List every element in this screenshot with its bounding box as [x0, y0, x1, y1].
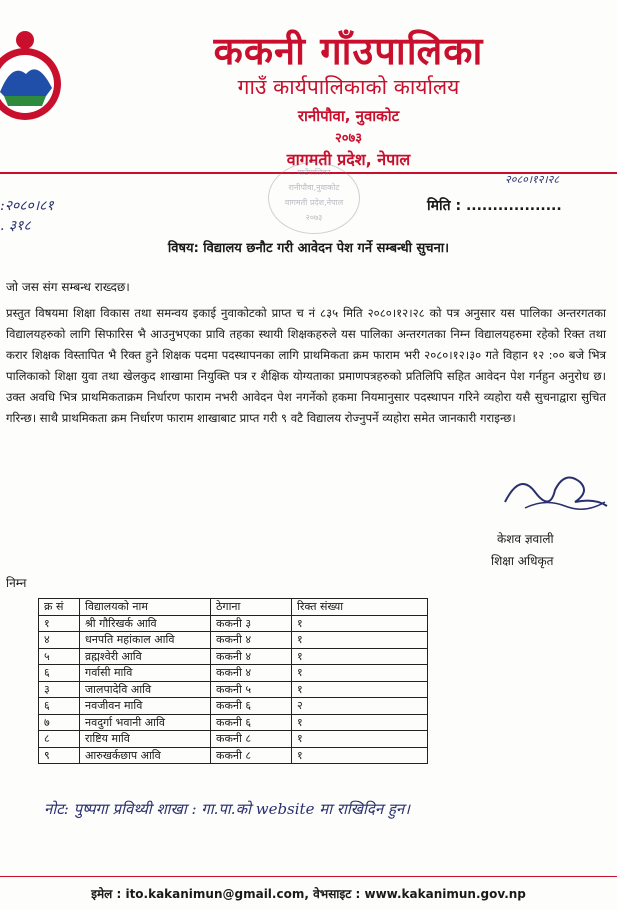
table-cell: १	[39, 615, 80, 632]
table-cell: ककनी ८	[211, 747, 292, 764]
table-cell: धनपति महांकाल आवि	[80, 632, 211, 649]
office-address: रानीपौवा, नुवाकोट	[297, 107, 400, 125]
table-cell: १	[292, 615, 428, 632]
signature-icon	[495, 462, 615, 522]
table-cell: व्रह्मश्वेरी आवि	[80, 648, 211, 665]
table-cell: ककनी ६	[211, 714, 292, 731]
column-header: रिक्त संख्या	[292, 599, 428, 616]
handwritten-date: २०८०।१२।२८	[505, 173, 560, 186]
notice-body: प्रस्तुत विषयमा शिक्षा विकास तथा समन्वय इकाई नुवाकोटको प्राप्त च नं ८३५ मिति २०८०।१२।२८ को पत्र अनुसार यस पालिका अन्तरगतका विद्यालयहरुको लागि सिफारिस भै आउनुभएका प्रावि तहका स्थायी शिक्षकहरुले यस पालिका अन्तरगतका निम्न विद्यालयहरुमा रहेको रिक्त तथा करार शिक्षक विस्तापित भै रिक्त हुने शिक्षक पदमा पदस्थापनका लागि प्राथमिकता क्रम फाराम भरी २०८०।१२।३० गते विहान १२ :०० बजे भित्र पालिकाको शिक्षा युवा तथा खेलकुद शाखामा नियुक्ति पत्र र शैक्षिक योग्यताका प्रमाणपत्रहरुको प्रतिलिपि सहित आवेदन पेश गर्नहुन अनुरोध छ। उक्त अवधि भित्र प्राथमिकताक्रम निर्धारण फाराम नभरी आवेदन पेश नगर्नेको हकमा नियमानुसार पदस्थापन गरिने व्यहोरा यसै सुचनाद्वारा सुचित गरिन्छ। साथै प्राथमिकता क्रम निर्धारण फाराम शाखाबाट प्राप्त गरी ९ वटै विद्यालय रोज्नुपर्ने व्यहोरा समेत जानकारी गराइन्छ।	[6, 306, 606, 425]
school-vacancy-table	[38, 598, 428, 764]
table-row	[39, 731, 428, 748]
table-cell: नवदुर्गा भवानी आवि	[80, 714, 211, 731]
table-cell: आरुखर्कछाप आवि	[80, 747, 211, 764]
office-name: गाउँ कार्यपालिकाको कार्यालय	[237, 75, 460, 99]
handwritten-note: नोट: पुष्पगा प्रविथ्यी शाखा : गा.पा.को website मा राखिदिन हुन।	[44, 800, 410, 818]
table-row	[39, 632, 428, 649]
salutation: जो जस संग सम्बन्ध राख्दछ।	[6, 280, 130, 294]
table-cell: ५	[39, 648, 80, 665]
table-cell: ककनी ६	[211, 698, 292, 715]
table-cell: १	[292, 747, 428, 764]
table-cell: ककनी ८	[211, 731, 292, 748]
handwritten-reference: :२०८०।८१	[0, 198, 54, 214]
table-row	[39, 714, 428, 731]
table-cell: श्री गौरिखर्क आवि	[80, 615, 211, 632]
footer-contact: इमेल : ito.kakanimun@gmail.com, वेभसाइट : www.kakanimun.gov.np	[91, 887, 526, 901]
table-cell: ३	[39, 681, 80, 698]
table-cell: ककनी ४	[211, 665, 292, 682]
date-label: मिति : ..................	[427, 198, 562, 214]
table-cell: १	[292, 681, 428, 698]
table-cell: ९	[39, 747, 80, 764]
table-cell: ककनी ३	[211, 615, 292, 632]
municipality-title: ककनी गाँउपालिका	[213, 29, 484, 73]
footer-divider	[0, 876, 617, 877]
column-header: क्र सं	[39, 599, 80, 616]
table-cell: ककनी ५	[211, 681, 292, 698]
table-cell: ६	[39, 665, 80, 682]
notice-subject: विषय: विद्यालय छनौट गरी आवेदन पेश गर्ने सम्बन्धी सुचना।	[167, 241, 450, 256]
table-cell: नवजीवन मावि	[80, 698, 211, 715]
handwritten-reference: . ३१८	[0, 218, 31, 234]
table-cell: गर्वासी मावि	[80, 665, 211, 682]
signatory-name: केशव ज्ञवाली	[497, 532, 554, 546]
province-name: वागमती प्रदेश, नेपाल	[286, 150, 411, 169]
table-cell: ककनी ४	[211, 648, 292, 665]
column-header: विद्यालयको नाम	[80, 599, 211, 616]
table-cell: १	[292, 632, 428, 649]
table-cell: १	[292, 714, 428, 731]
table-row	[39, 665, 428, 682]
table-row	[39, 648, 428, 665]
table-row	[39, 681, 428, 698]
table-header-row	[39, 599, 428, 616]
column-header: ठेगाना	[211, 599, 292, 616]
signatory-title: शिक्षा अधिकृत	[491, 554, 554, 568]
table-cell: ६	[39, 698, 80, 715]
table-row	[39, 698, 428, 715]
table-cell: १	[292, 648, 428, 665]
table-cell: १	[292, 665, 428, 682]
office-stamp: गाउँपालिका रानीपौवा,नुवाकोट वागमती प्रदेश,नेपाल २०७३	[268, 162, 360, 234]
table-cell: २	[292, 698, 428, 715]
table-row	[39, 747, 428, 764]
table-row	[39, 615, 428, 632]
table-cell: ककनी ४	[211, 632, 292, 649]
table-cell: जालपादेवि आवि	[80, 681, 211, 698]
list-label: निम्न	[6, 576, 27, 590]
established-year: २०७३	[334, 131, 363, 146]
table-cell: १	[292, 731, 428, 748]
table-cell: ७	[39, 714, 80, 731]
table-cell: ४	[39, 632, 80, 649]
table-cell: ८	[39, 731, 80, 748]
table-cell: राष्टिय मावि	[80, 731, 211, 748]
